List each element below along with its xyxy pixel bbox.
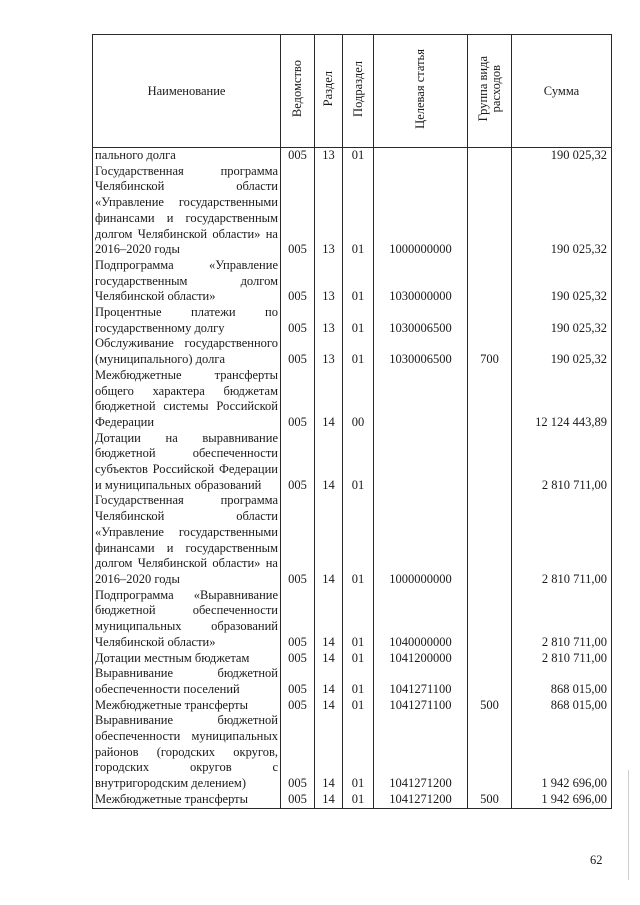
cell-name: Дотации на выравнивание бюджетной обеспеченности субъектов Российской Федерации и муниципальных образований [93, 431, 281, 494]
scan-artifact-line [628, 770, 629, 880]
cell-podrazdel: 01 [343, 666, 374, 697]
cell-gruppa [468, 148, 512, 164]
cell-name: Государственная программа Челябинской области «Управление государственными финансами и государственным долгом Челябинской области» на 2016–2020 годы [93, 164, 281, 258]
cell-summa: 868 015,00 [512, 666, 612, 697]
cell-podrazdel: 01 [343, 698, 374, 714]
cell-vedomstvo: 005 [281, 651, 315, 667]
table-row [93, 148, 612, 164]
cell-name: Государственная программа Челябинской области «Управление государственными финансами и государственным долгом Челябинской области» на 2016–2020 годы [93, 493, 281, 587]
cell-vedomstvo: 005 [281, 713, 315, 792]
cell-summa: 2 810 711,00 [512, 493, 612, 587]
cell-vedomstvo: 005 [281, 666, 315, 697]
cell-gruppa [468, 305, 512, 336]
cell-vedomstvo: 005 [281, 336, 315, 367]
cell-podrazdel: 01 [343, 336, 374, 367]
cell-vedomstvo: 005 [281, 305, 315, 336]
cell-razdel: 13 [315, 164, 343, 258]
header-podrazdel: Подраздел [343, 35, 374, 148]
table-row [93, 493, 612, 587]
cell-podrazdel: 00 [343, 368, 374, 431]
cell-summa: 2 810 711,00 [512, 651, 612, 667]
cell-celevaya-statya: 1000000000 [374, 164, 468, 258]
cell-vedomstvo: 005 [281, 258, 315, 305]
cell-summa: 1 942 696,00 [512, 713, 612, 792]
cell-summa: 2 810 711,00 [512, 431, 612, 494]
cell-podrazdel: 01 [343, 148, 374, 164]
header-razdel: Раздел [315, 35, 343, 148]
cell-razdel: 14 [315, 651, 343, 667]
cell-razdel: 14 [315, 666, 343, 697]
cell-razdel: 14 [315, 431, 343, 494]
cell-gruppa [468, 258, 512, 305]
cell-name: Межбюджетные трансферты [93, 698, 281, 714]
cell-celevaya-statya: 1041271100 [374, 698, 468, 714]
cell-razdel: 14 [315, 698, 343, 714]
cell-razdel: 13 [315, 148, 343, 164]
table-row [93, 698, 612, 714]
cell-name: Выравнивание бюджетной обеспеченности поселений [93, 666, 281, 697]
cell-summa: 190 025,32 [512, 148, 612, 164]
cell-razdel: 14 [315, 368, 343, 431]
cell-gruppa [468, 431, 512, 494]
cell-gruppa [468, 713, 512, 792]
cell-gruppa: 500 [468, 792, 512, 808]
table-row [93, 431, 612, 494]
cell-summa: 190 025,32 [512, 305, 612, 336]
cell-vedomstvo: 005 [281, 148, 315, 164]
cell-gruppa [468, 493, 512, 587]
cell-celevaya-statya: 1041271200 [374, 713, 468, 792]
header-summa: Сумма [512, 35, 612, 148]
cell-name: Дотации местным бюджетам [93, 651, 281, 667]
header-celevaya-statya: Целевая статья [374, 35, 468, 148]
cell-celevaya-statya: 1041271100 [374, 666, 468, 697]
cell-razdel: 13 [315, 305, 343, 336]
cell-vedomstvo: 005 [281, 792, 315, 808]
cell-gruppa [468, 368, 512, 431]
table-row [93, 713, 612, 792]
cell-name: Процентные платежи по государственному долгу [93, 305, 281, 336]
cell-celevaya-statya [374, 431, 468, 494]
cell-name: Обслуживание государственного (муниципального) долга [93, 336, 281, 367]
header-gruppa-vida-rashodov: Группа вида расходов [468, 35, 512, 148]
cell-vedomstvo: 005 [281, 588, 315, 651]
cell-name: Межбюджетные трансферты общего характера бюджетам бюджетной системы Российской Федерации [93, 368, 281, 431]
cell-vedomstvo: 005 [281, 493, 315, 587]
table-row [93, 164, 612, 258]
table-row [93, 588, 612, 651]
cell-gruppa [468, 164, 512, 258]
table-row [93, 792, 612, 808]
cell-name: Межбюджетные трансферты [93, 792, 281, 808]
cell-podrazdel: 01 [343, 651, 374, 667]
cell-razdel: 14 [315, 792, 343, 808]
cell-razdel: 13 [315, 258, 343, 305]
cell-celevaya-statya [374, 148, 468, 164]
cell-summa: 190 025,32 [512, 336, 612, 367]
table-row [93, 368, 612, 431]
cell-podrazdel: 01 [343, 258, 374, 305]
cell-name: Подпрограмма «Выравнивание бюджетной обеспеченности муниципальных образований Челябинской области» [93, 588, 281, 651]
cell-summa: 1 942 696,00 [512, 792, 612, 808]
table-row [93, 305, 612, 336]
cell-celevaya-statya [374, 368, 468, 431]
budget-table [92, 34, 612, 809]
cell-celevaya-statya: 1030006500 [374, 336, 468, 367]
table-row [93, 258, 612, 305]
cell-gruppa [468, 666, 512, 697]
header-vedomstvo: Ведомство [281, 35, 315, 148]
cell-podrazdel: 01 [343, 588, 374, 651]
cell-gruppa: 700 [468, 336, 512, 367]
cell-razdel: 14 [315, 713, 343, 792]
cell-name: пального долга [93, 148, 281, 164]
table-row [93, 651, 612, 667]
table-row [93, 336, 612, 367]
cell-celevaya-statya: 1000000000 [374, 493, 468, 587]
cell-summa: 190 025,32 [512, 258, 612, 305]
cell-vedomstvo: 005 [281, 431, 315, 494]
header-name: Наименование [93, 35, 281, 148]
cell-podrazdel: 01 [343, 164, 374, 258]
cell-razdel: 13 [315, 336, 343, 367]
cell-celevaya-statya: 1041271200 [374, 792, 468, 808]
cell-podrazdel: 01 [343, 431, 374, 494]
cell-celevaya-statya: 1030006500 [374, 305, 468, 336]
cell-vedomstvo: 005 [281, 698, 315, 714]
cell-podrazdel: 01 [343, 305, 374, 336]
cell-name: Выравнивание бюджетной обеспеченности муниципальных районов (городских округов, городских округов с внутригородским делением) [93, 713, 281, 792]
page-number: 62 [590, 853, 603, 867]
cell-name: Подпрограмма «Управление государственным долгом Челябинской области» [93, 258, 281, 305]
cell-summa: 190 025,32 [512, 164, 612, 258]
table-row [93, 666, 612, 697]
cell-celevaya-statya: 1040000000 [374, 588, 468, 651]
cell-razdel: 14 [315, 493, 343, 587]
cell-summa: 2 810 711,00 [512, 588, 612, 651]
cell-summa: 12 124 443,89 [512, 368, 612, 431]
cell-podrazdel: 01 [343, 493, 374, 587]
cell-celevaya-statya: 1041200000 [374, 651, 468, 667]
cell-gruppa [468, 588, 512, 651]
cell-razdel: 14 [315, 588, 343, 651]
cell-podrazdel: 01 [343, 713, 374, 792]
cell-gruppa: 500 [468, 698, 512, 714]
cell-podrazdel: 01 [343, 792, 374, 808]
cell-summa: 868 015,00 [512, 698, 612, 714]
cell-gruppa [468, 651, 512, 667]
cell-vedomstvo: 005 [281, 164, 315, 258]
cell-vedomstvo: 005 [281, 368, 315, 431]
cell-celevaya-statya: 1030000000 [374, 258, 468, 305]
table-header-row [93, 35, 612, 148]
